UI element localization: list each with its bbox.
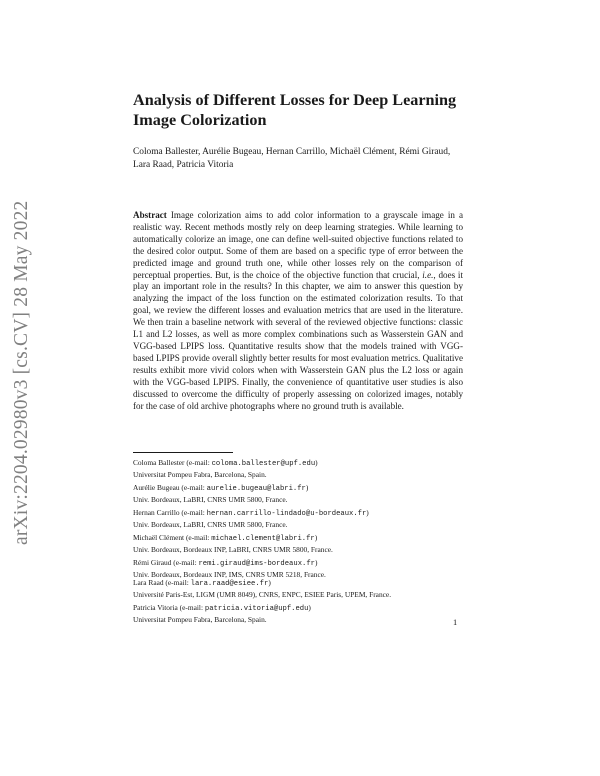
affiliation-giraud: Rémi Giraud (e-mail: remi.giraud@ims-bordeaux.fr) Univ. Bordeaux, Bordeaux INP, IMS, CNRS UMR 5218, France.	[133, 558, 326, 579]
email-bugeau[interactable]: aurelie.bugeau@labri.fr	[206, 485, 306, 493]
email-vitoria[interactable]: patricia.vitoria@upf.edu	[204, 605, 309, 613]
affiliation-clement: Michaël Clément (e-mail: michael.clement@labri.fr) Univ. Bordeaux, Bordeaux INP, LaBRI, CNRS UMR 5800, France.	[133, 533, 333, 554]
email-clement[interactable]: michael.clement@labri.fr	[211, 535, 315, 543]
author-list: Coloma Ballester, Aurélie Bugeau, Hernan Carrillo, Michaël Clément, Rémi Giraud, Lara Raad, Patricia Vitoria	[133, 147, 451, 170]
email-carrillo[interactable]: hernan.carrillo-lindado@u-bordeaux.fr	[206, 510, 367, 518]
affiliation-raad: Lara Raad (e-mail: lara.raad@esiee.fr) Université Paris-Est, LIGM (UMR 8049), CNRS, ENPC, ESIEE Paris, UPEM, France.	[133, 578, 392, 599]
arxiv-identifier-stamp: arXiv:2204.02980v3 [cs.CV] 28 May 2022	[11, 200, 32, 545]
affiliation-bugeau: Aurélie Bugeau (e-mail: aurelie.bugeau@labri.fr) Univ. Bordeaux, LaBRI, CNRS UMR 5800, France.	[133, 483, 309, 504]
affiliation-ballester: Coloma Ballester (e-mail: coloma.ballester@upf.edu) Universitat Pompeu Fabra, Barcelona, Spain.	[133, 458, 318, 479]
abstract-label: Abstract	[133, 210, 167, 220]
abstract-text-part-1: Image colorization aims to add color information to a grayscale image in a realistic way. Recent methods mostly rely on deep learning strategies. While learning to automatically colorize an image, one can define well-suited objective functions related to the desired color output. Some of them are based on a specific type of error between the predicted image and ground truth one, while other losses rely on the comparison of perceptual properties. But, is the choice of the objective function that crucial,	[133, 210, 463, 280]
paper-title: Analysis of Different Losses for Deep Learning Image Colorization	[133, 91, 457, 129]
email-ballester[interactable]: coloma.ballester@upf.edu	[211, 460, 316, 468]
email-raad[interactable]: lara.raad@esiee.fr	[190, 580, 269, 588]
page-number: 1	[453, 618, 458, 627]
affiliation-carrillo: Hernan Carrillo (e-mail: hernan.carrillo-lindado@u-bordeaux.fr) Univ. Bordeaux, LaBRI, CNRS UMR 5800, France.	[133, 508, 369, 529]
abstract	[133, 210, 463, 412]
affiliation-vitoria: Patricia Vitoria (e-mail: patricia.vitoria@upf.edu) Universitat Pompeu Fabra, Barcelona, Spain.	[133, 603, 311, 624]
abstract-ie: i.e.	[422, 269, 434, 280]
abstract-text-part-2: , does it play an important role in the results? In this chapter, we aim to answer this question by analyzing the impact of the loss function on the estimated colorization results. To that goal, we review the different losses and evaluation metrics that are used in the literature. We then train a baseline network with several of the reviewed objective functions: classic L1 and L2 losses, as well as more complex combinations such as Wasserstein GAN and VGG-based LPIPS loss. Quantitative results show that the models trained with VGG-based LPIPS provide overall slightly better results for most evaluation metrics. Qualitative results exhibit more vivid colors when with Wasserstein GAN plus the L2 loss or again with the VGG-based LPIPS. Finally, the convenience of quantitative user studies is also discussed to overcome the difficulty of properly assessing on colorized images, notably for the case of old archive photographs where no ground truth is available.	[133, 269, 463, 411]
email-giraud[interactable]: remi.giraud@ims-bordeaux.fr	[198, 560, 315, 568]
footnote-rule	[133, 452, 233, 453]
